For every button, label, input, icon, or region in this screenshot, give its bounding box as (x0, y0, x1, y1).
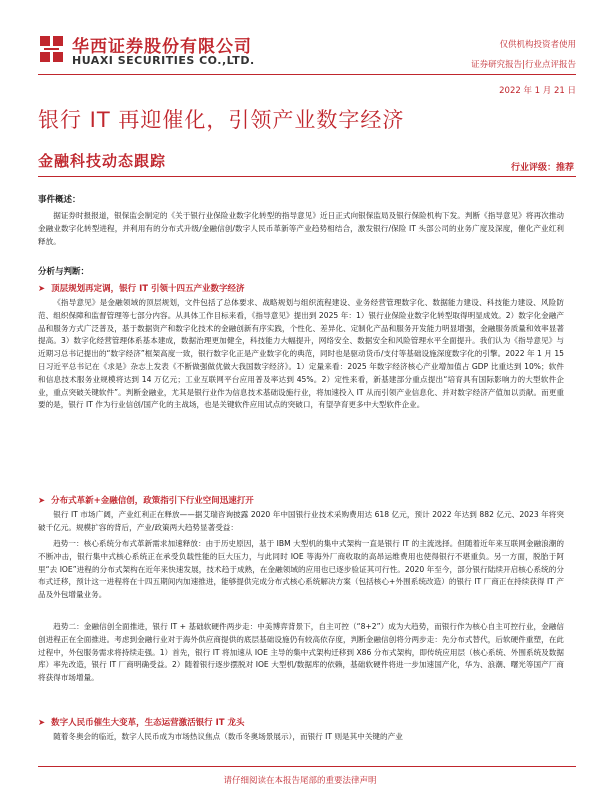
arrow-bullet-icon: ➤ (38, 496, 46, 506)
report-subtitle: 金融科技动态跟踪 (38, 152, 167, 170)
bullet-2-title (38, 494, 254, 506)
event-paragraph: 据证券时报报道，银保监会制定的《关于银行业保险业数字化转型的指导意见》近日正式向银保监局及银行保险机构下发。判断《指导意见》将再次推动金融业数字化转型进程，并利用有的分布式升级/金融信创/数字人民币革新等产业趋势相结合，激发银行/保险 IT 头部公司的业务广度及深度，催化产业红利释放。 (38, 211, 564, 246)
trend-2-paragraph: 趋势二：金融信创全面推进，银行 IT + 基础软硬件两步走：中美博弈背景下，自主可控（“8+2”）成为大趋势，而银行作为核心自主可控行业，金融信创进程正在全面推进。考虑到金融行业对于海外供应商提供的底层基础设施仍有较高依存度，判断金融信创将分两步走：先分布式替代，后软硬件重塑，在此过程中，外包服务需求将持续走强。1）首先，银行 IT 将加速从 IOE 主导的集中式架构迁移到 X86 分布式架构，即传统应用层（核心系统、外围系统及数据库）率先改造，银行 IT 厂商明确受益。2）随着银行逐步摆脱对 IOE 大型机/数据库的依赖，基础软硬件将进一步加速国产化，华为、浪潮、曙光等国产厂商将获得市场增量。 (38, 622, 564, 683)
company-name-en: HUAXI SECURITIES CO.,LTD. (72, 54, 255, 67)
bullet-3-title (38, 716, 245, 728)
bullet-1-paragraph: 《指导意见》是金融领域的顶层规划，文件包括了总体要求、战略规划与组织流程建设、业务经营管理数字化、数据能力建设、科技能力建设、风险防范、组织保障和监督管理等七部分内容。从具体工作目标来看，《指导意见》提出到 2025 年：1）银行业保险业数字化转型取得明显成效。2）数字化金融产品和服务方式广泛普及，基于数据资产和数字化技术的金融创新有序实践，个性化、差异化、定制化产品和服务开发能力明显增强，金融服务质量和效率显著提高。3）数字化经营管理体系基本建成，数据治理更加健全，科技能力大幅提升，网络安全、数据安全和风险管理水平全面提升。我们认为《指导意见》与近期习总书记提出的“数字经济”框架高度一致，银行数字化正是产业数字化的典范，同时也是驱动货币/支付等基础设施深度数字化的引擎。2022 年 1 月 15 日习近平总书记在《求是》杂志上发表《不断做强做优做大我国数字经济》。1）定量来看：2025 年数字经济核心产业增加值占 GDP 比重达到 10%；软件和信息技术服务业规模将达到 14 万亿元；工业互联网平台应用普及率达到 45%。2）定性来看，新基建部分重点提出“培育具有国际影响力的大型软件企业，重点突破关键软件”。判断金融业，尤其是银行业作为信息技术基础设施行业，将加速投入 IT 从而引领产业信息化、并对数字经济产值加以贡献。而更重要的是，银行 IT 作为行业信创/国产化的主战场，也是关键软件应用试点的突破口，有望孕育更多中大型软件企业。 (38, 298, 564, 410)
company-name-cn: 华西证券股份有限公司 (72, 37, 252, 57)
title-divider (38, 176, 576, 177)
bullet-3-paragraph: 随着冬奥会的临近，数字人民币成为市场热议焦点（数币冬奥场景展示），而银行 IT 则是其中关键的产业 (53, 732, 403, 741)
huaxi-logo-icon (38, 34, 66, 64)
bullet-1-title (38, 282, 245, 294)
arrow-bullet-icon: ➤ (38, 718, 46, 728)
report-title: 银行 IT 再迎催化，引领产业数字经济 (38, 108, 405, 132)
legal-notice: 请仔细阅读在本报告尾部的重要法律声明 (223, 776, 377, 786)
trend-1-paragraph: 趋势一：核心系统分布式革新需求加速释放：由于历史原因，基于 IBM 大型机的集中式架构一直是银行 IT 的主流选择。但随着近年来互联网金融浪潮的不断冲击，银行集中式核心系统正在承受负载性能的巨大压力，与此同时 IOE 等海外厂商收取的高昂运维费用也使得银行不堪重负。另一方面，脱胎于阿里“去 IOE”进程的分布式架构在近年来快速发展，技术趋于成熟，在金融领域的应用也已逐步验证其可行性。2020 年至今，部分银行陆续开启核心系统的分布式迁移，预计这一进程将在十四五期间内加速推进，能够提供完成分布式核心系统解决方案（包括核心+外围系统改造）的银行 IT 厂商正在持续获得 IT 产品及外包增量业务。 (38, 539, 564, 600)
industry-rating: 行业评级：推荐 (510, 163, 574, 173)
audience-label: 仅供机构投资者使用 (499, 40, 576, 50)
bullet-1-text: 顶层规划再定调，银行 IT 引领十四五产业数字经济 (51, 284, 245, 294)
bullet-3-text: 数字人民币催生大变革，生态运营激活银行 IT 龙头 (51, 718, 245, 728)
bullet-2-text: 分布式革新+金融信创，政策指引下行业空间迅速打开 (51, 496, 254, 506)
bullet-2-paragraph: 银行 IT 市场广阔，产业红利正在释放——据艾瑞咨询披露 2020 年中国银行业技术采购费用达 618 亿元，预计 2022 年达到 882 亿元、2023 年将突破千亿元。规模扩容的背后，产业/政策两大趋势显著受益： (38, 510, 564, 532)
report-type-label: 证券研究报告|行业点评报告 (471, 60, 576, 70)
analysis-heading: 分析与判断： (38, 267, 90, 277)
report-date: 2022 年 1 月 21 日 (499, 86, 576, 96)
header-divider (38, 74, 576, 75)
event-heading: 事件概述： (38, 195, 81, 205)
arrow-bullet-icon: ➤ (38, 284, 46, 294)
footer-divider (38, 766, 576, 767)
